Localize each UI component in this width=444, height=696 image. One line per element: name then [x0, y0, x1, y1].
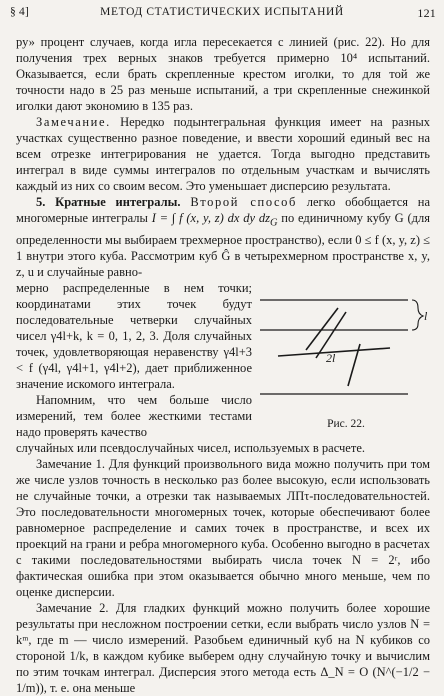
paragraph-remark-weights — [16, 114, 430, 194]
remark-lead: Замечание. — [36, 115, 111, 129]
label-2l: 2l — [326, 350, 336, 365]
distance-brace — [412, 300, 423, 330]
paragraph-remark-2: Замечание 2. Для гладких функций можно получить более хорошие результаты при несложном построении сетки, если выбрать число узлов N = kᵐ, где m — число измерений. Разобьем единичный куб на N кубиков со стороной 1/k, в каждом кубике выберем одну случайную точку и вычислим по этим точкам интеграл. Дисперсия этого метода есть Δ_N = O (N^(−1/2 − 1/m)), т. е. она меньше — [16, 600, 430, 695]
running-head — [8, 6, 436, 22]
paragraph-reminder-cont: случайных или псевдослучайных чисел, используемых в расчете. — [16, 440, 365, 455]
figure-caption: Рис. 22. — [327, 417, 365, 430]
page-body — [16, 34, 430, 696]
section-heading: 5. Кратные интегралы. — [36, 195, 181, 209]
paragraph-multiple-integrals — [16, 194, 430, 280]
paragraph-text-c: мерно распределенные в нем точки; координатами этих точек будут последовательные четверки случайных чисел γ4l+k, k = 0, 1, 2, 3. Доля случайных точек, удовлетворяющая неравенству γ4l+3 < f (γ4l, γ4l+1, γ4l+2), дает приближенное значение искомого интеграла. — [16, 280, 252, 391]
paragraph-remark-1: Замечание 1. Для функций произвольного вида можно получить при том же числе узлов точность в несколько раз более высокую, если использовать не случайные точки, а отрезки так называемых ЛПτ-последовательностей. Это последовательности многомерных точек, которые обеспечивают более равномерное распределение и самих точек в пространстве, и всех их проекций на грани и ребра многомерного куба. Особенно выгодно в расчетах с такими последовательностями выбирать числа точек N = 2ʳ, ибо фактическая ошибка при этом оказывается обычно много меньше, чем по оценке дисперсии. — [16, 456, 430, 599]
label-l: l — [424, 308, 428, 323]
figure-22 — [256, 286, 436, 436]
spaced-phrase: Второй способ — [190, 195, 297, 209]
needle-diagram — [256, 286, 436, 414]
paragraph-text-a: легко обобщается на многомерные интегралы — [16, 195, 431, 225]
paragraph-text-b: по единичному кубу G (для определенности мы выбираем трехмерное пространство), если 0 ≤ f (x, y, z) ≤ 1 внутри этого куба. Рассмотрим куб Ĝ в четырехмерном пространстве x, y, z, u и случайные равно- — [16, 211, 431, 279]
integral-domain: G — [269, 217, 278, 229]
figure-wrap — [16, 280, 430, 440]
paragraph-needle: ру» процент случаев, когда игла пересекается с линией (рис. 22). Но для получения трех верных знаков требуется примерно 10⁴ испытаний. Оказывается, если брать скрепленные крестом иголки, то для той же точности надо в 25 раз меньше испытаний, а три скрепленные снежинкой иголки дают экономию в 135 раз. — [16, 35, 430, 113]
page-number: 121 — [417, 6, 436, 20]
integral-formula: I = ∫ f (x, y, z) dx dy dz — [151, 211, 270, 225]
section-marker: § 4] — [10, 6, 30, 18]
remark-text: Нередко подынтегральная функция имеет на разных участках существенно разное поведение, и ввести хороший единый вес на всем отрезке интегрирования не удается. Тогда выгодно представить интеграл в виде суммы интегралов по отдельным участкам и вычислять каждый из них со своим весом. Это уменьшает дисперсию результата. — [16, 115, 430, 193]
chapter-title: МЕТОД СТАТИСТИЧЕСКИХ ИСПЫТАНИЙ — [100, 6, 344, 18]
narrow-column — [16, 280, 252, 440]
paragraph-reminder: Напомним, что чем больше число измерений, тем более жесткими тестами надо проверять качество — [16, 392, 252, 439]
needle-crossing-1 — [306, 308, 338, 350]
